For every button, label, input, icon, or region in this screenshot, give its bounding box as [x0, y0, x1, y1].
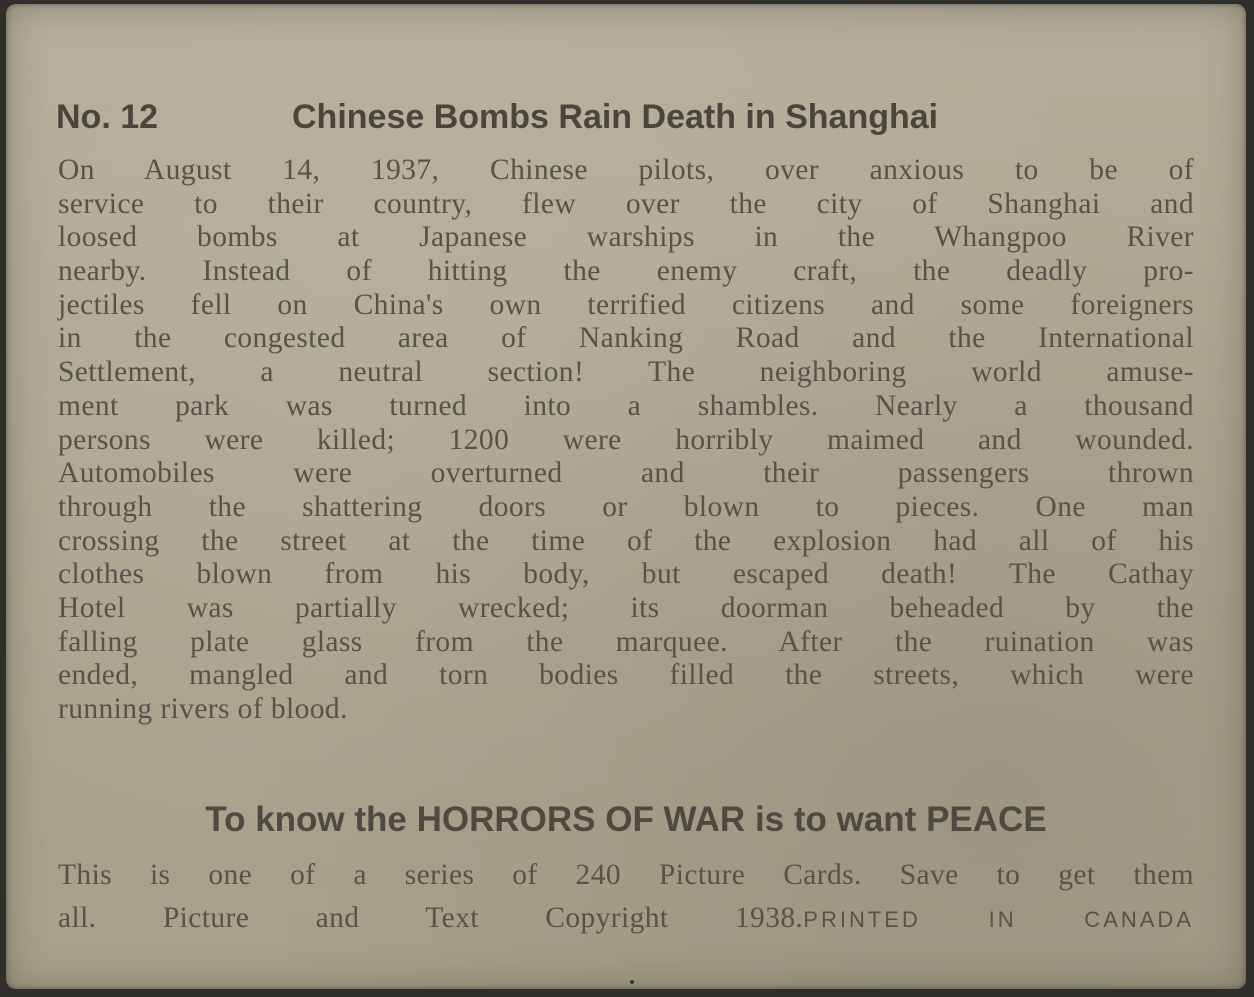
footer-line-2	[58, 897, 1194, 941]
body-line: jectiles fell on China's own terrified citizens and some foreigners	[58, 288, 1194, 321]
body-line: ended, mangled and torn bodies filled the streets, which were	[58, 659, 1194, 692]
body-line: nearby. Instead of hitting the enemy craft, the deadly pro-	[58, 255, 1194, 288]
body-line: ment park was turned into a shambles. Nearly a thousand	[58, 389, 1194, 422]
body-line: through the shattering doors or blown to pieces. One man	[58, 490, 1194, 523]
card-number: No. 12	[56, 98, 159, 136]
peace-slogan	[56, 800, 1196, 840]
printed-in-canada: PRINTED IN CANADA	[803, 907, 1194, 932]
body-line: clothes blown from his body, but escaped death! The Cathay	[58, 558, 1194, 591]
slogan-emphasis: PEACE	[926, 800, 1047, 839]
slogan-emphasis: HORRORS OF WAR	[416, 800, 746, 839]
slogan-part: is to want	[745, 800, 927, 839]
copyright-text: all. Picture and Text Copyright 1938.	[58, 902, 804, 934]
body-line: service to their country, flew over the city of Shanghai and	[58, 187, 1194, 220]
body-line: Settlement, a neutral section! The neighboring world amuse-	[58, 356, 1194, 389]
card-title: Chinese Bombs Rain Death in Shanghai	[292, 98, 939, 136]
series-footer	[58, 854, 1194, 941]
slogan-part: To know the	[205, 800, 417, 839]
body-line: loosed bombs at Japanese warships in the Whangpoo River	[58, 221, 1194, 254]
card-body-text	[58, 154, 1194, 727]
body-line: in the congested area of Nanking Road and the International	[58, 322, 1194, 355]
print-dot	[630, 980, 634, 984]
footer-line: This is one of a series of 240 Picture Cards. Save to get them	[58, 859, 1194, 891]
trading-card	[6, 4, 1246, 989]
body-line: On August 14, 1937, Chinese pilots, over anxious to be of	[58, 154, 1194, 186]
body-line: Hotel was partially wrecked; its doorman beheaded by the	[58, 591, 1194, 624]
body-line: falling plate glass from the marquee. After the ruination was	[58, 625, 1194, 658]
body-line: persons were killed; 1200 were horribly maimed and wounded.	[58, 423, 1194, 456]
body-line: crossing the street at the time of the explosion had all of his	[58, 524, 1194, 557]
body-line: Automobiles were overturned and their passengers thrown	[58, 457, 1194, 490]
body-line: running rivers of blood.	[58, 693, 348, 725]
card-heading	[56, 98, 1196, 142]
